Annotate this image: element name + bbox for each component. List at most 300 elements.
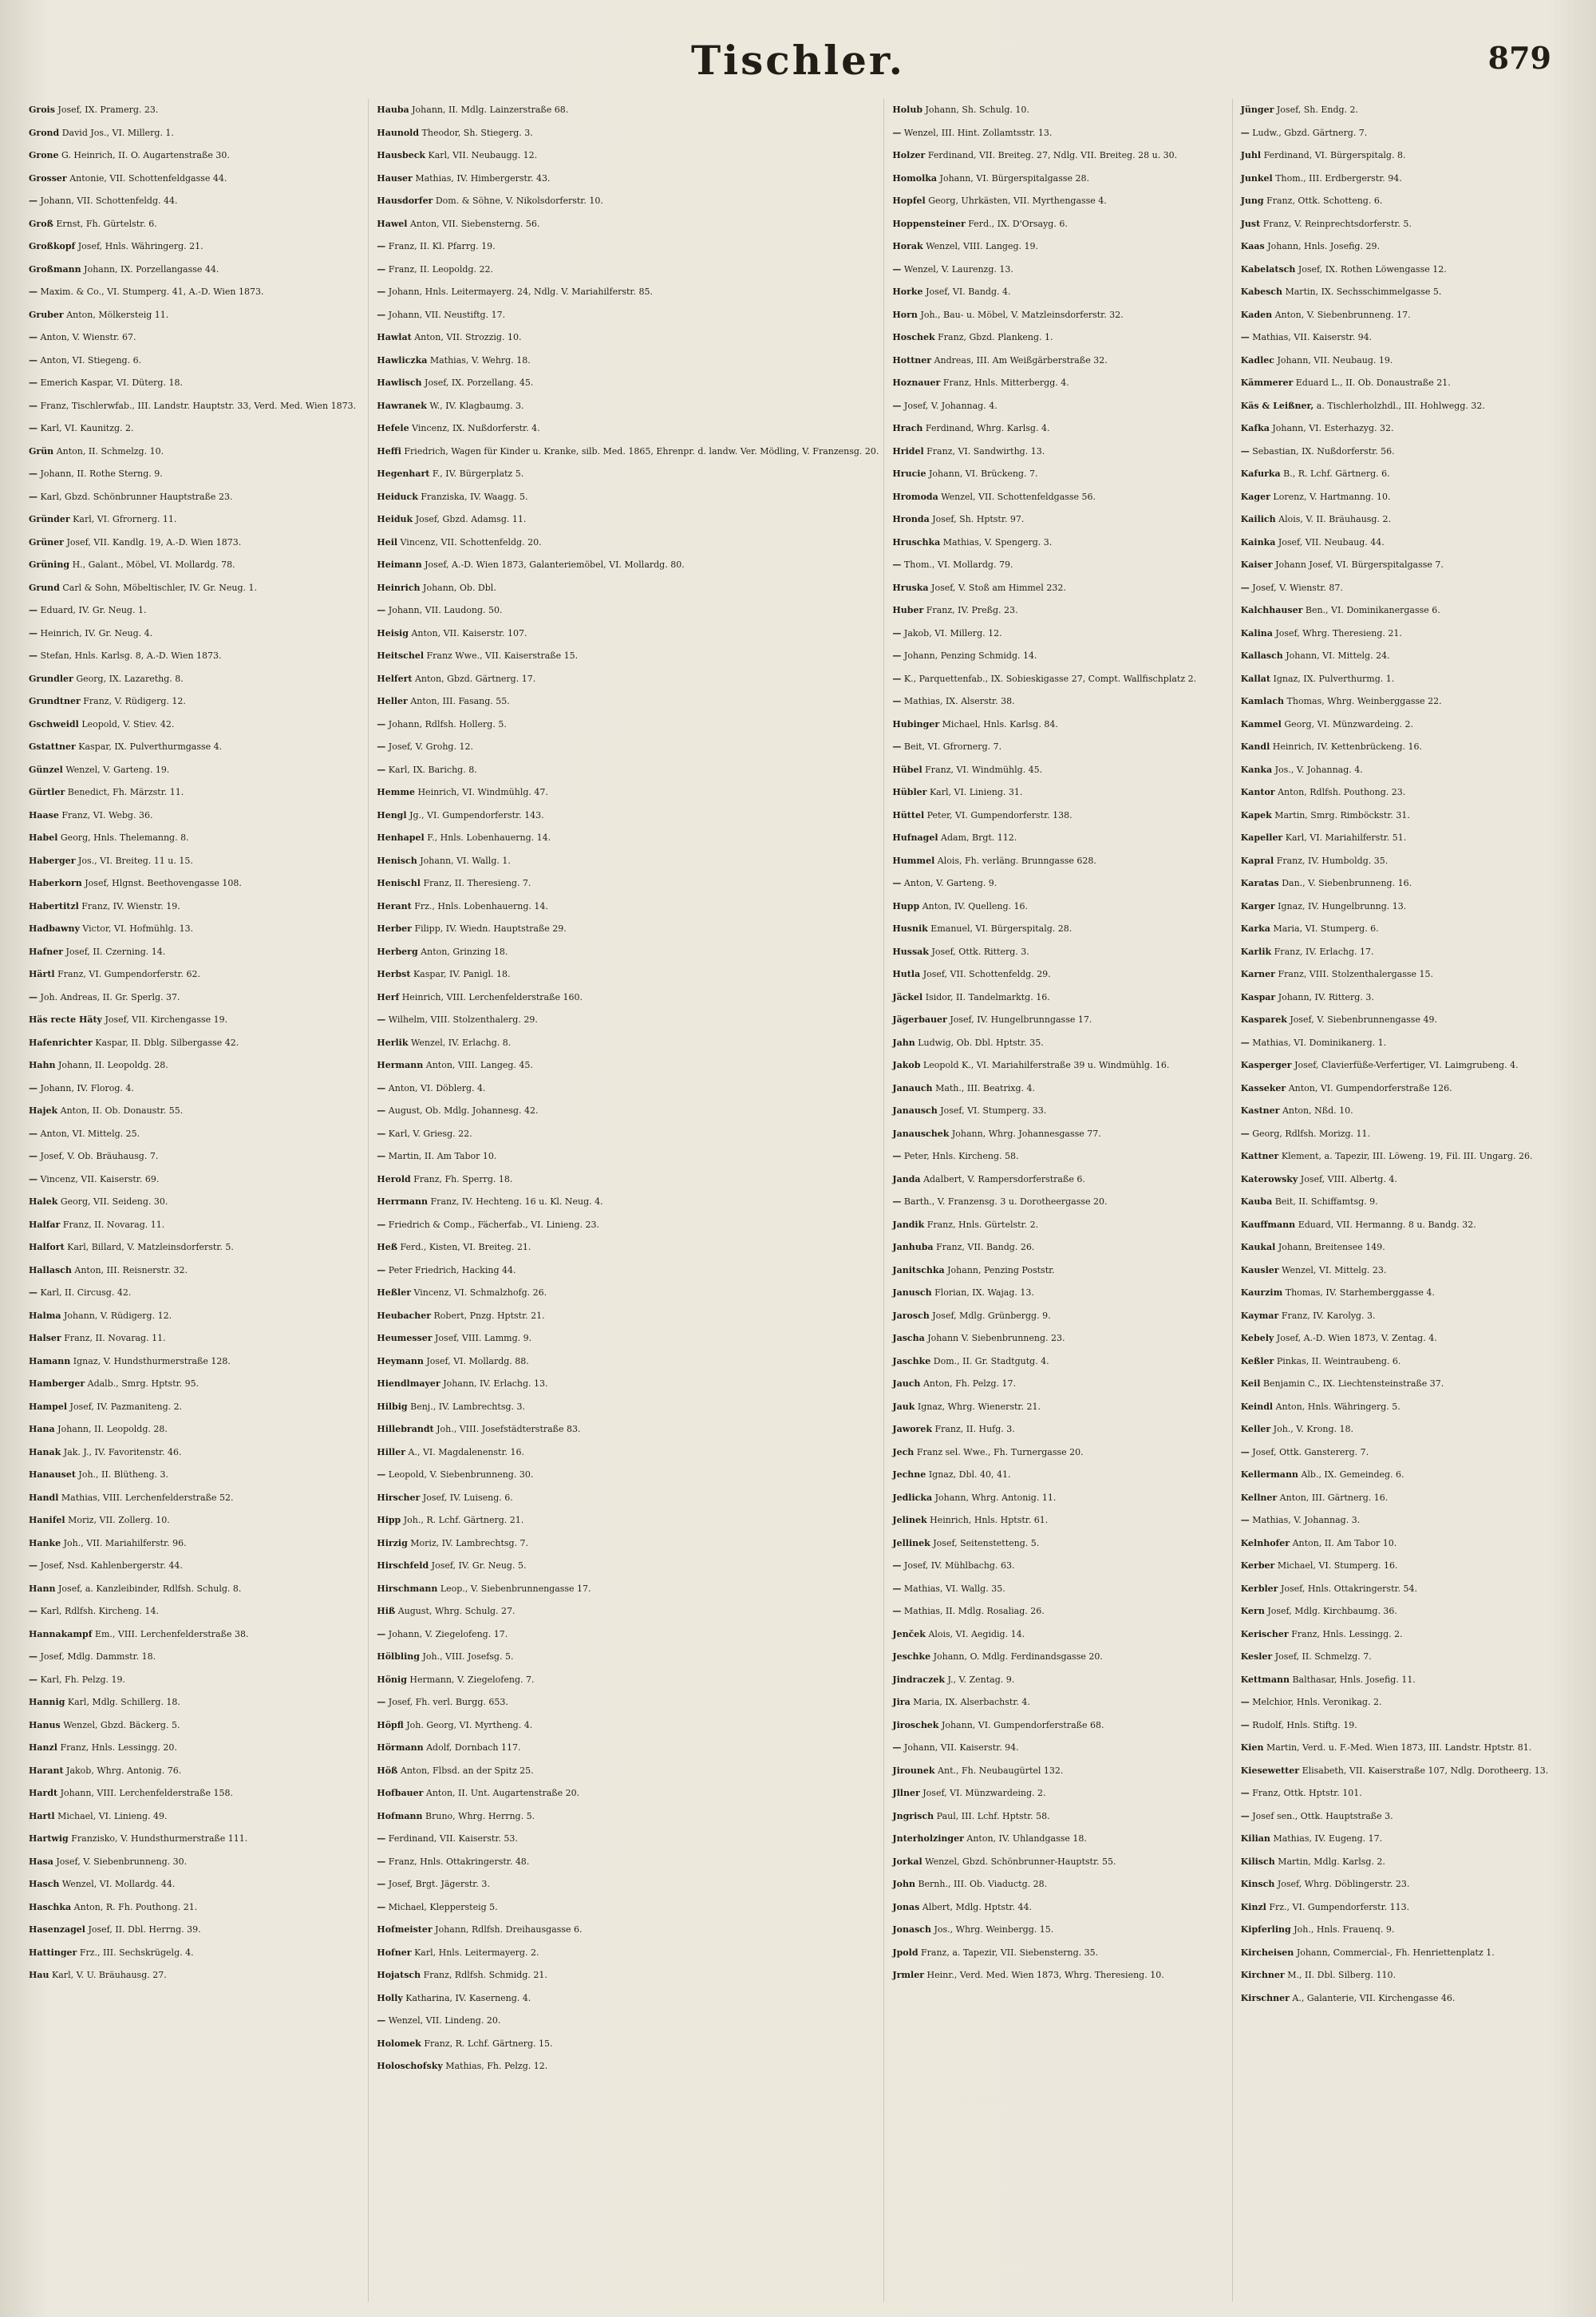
directory-entry bbox=[29, 599, 363, 623]
directory-entry bbox=[29, 1191, 363, 1214]
entry-name: Jeschke bbox=[892, 1651, 931, 1662]
entry-name: — bbox=[29, 991, 38, 1002]
entry-details: Leopold K., VI. Mariahilferstraße 39 u. Windmühlg. 16. bbox=[922, 1060, 1170, 1070]
entry-details: Anton, Fh. Pelzg. 17. bbox=[922, 1378, 1017, 1389]
entry-name: Hiß bbox=[377, 1606, 396, 1616]
directory-entry bbox=[1241, 1373, 1575, 1396]
entry-details: Rudolf, Hnls. Stiftg. 19. bbox=[1252, 1719, 1357, 1730]
entry-name: — bbox=[892, 673, 902, 684]
directory-entry bbox=[892, 645, 1227, 668]
entry-name: Hartwig bbox=[29, 1833, 69, 1844]
entry-name: Jirounek bbox=[892, 1765, 935, 1776]
entry-name: Keindl bbox=[1240, 1401, 1274, 1412]
directory-entry bbox=[892, 1623, 1227, 1647]
directory-entry bbox=[377, 827, 879, 850]
directory-entry bbox=[377, 190, 879, 213]
directory-entry bbox=[1241, 1100, 1575, 1123]
entry-name: Janitschka bbox=[892, 1264, 945, 1275]
entry-name: — bbox=[29, 1287, 38, 1298]
entry-details: Josef, Hnls. Währingerg. 21. bbox=[77, 241, 203, 251]
entry-name: Jellinek bbox=[892, 1537, 930, 1548]
entry-details: Johann, Hnls. Leitermayerg. 24, Ndlg. V. Mariahilferstr. 85. bbox=[388, 287, 653, 297]
entry-details: Josef, Mdlg. Grünbergg. 9. bbox=[932, 1310, 1051, 1321]
entry-name: Keller bbox=[1240, 1424, 1271, 1434]
directory-entry bbox=[1241, 1851, 1575, 1874]
entry-name: — bbox=[29, 1082, 38, 1093]
directory-entry bbox=[29, 1805, 363, 1829]
entry-name: — bbox=[29, 1173, 38, 1184]
entry-name: Jahn bbox=[892, 1037, 915, 1048]
entry-details: Franz, II. Novarag. 11. bbox=[64, 1333, 166, 1343]
entry-details: Mathias, II. Mdlg. Rosaliag. 26. bbox=[903, 1606, 1045, 1616]
entry-name: Jonasch bbox=[892, 1924, 931, 1935]
entry-name: Jindraczek bbox=[892, 1674, 945, 1685]
directory-entry bbox=[892, 918, 1227, 941]
directory-entry bbox=[1241, 1282, 1575, 1305]
directory-entry bbox=[1241, 326, 1575, 350]
directory-entry bbox=[1241, 1032, 1575, 1055]
directory-entry bbox=[892, 213, 1227, 236]
directory-entry bbox=[892, 714, 1227, 737]
directory-entry bbox=[29, 1464, 363, 1487]
directory-entry bbox=[29, 1214, 363, 1237]
directory-entry bbox=[29, 1578, 363, 1601]
entry-name: Hirzig bbox=[377, 1537, 408, 1548]
entry-details: Johann, VI. Gumpendorferstraße 68. bbox=[941, 1719, 1104, 1730]
directory-entry bbox=[29, 896, 363, 919]
directory-entry bbox=[892, 1509, 1227, 1532]
entry-details: Leopold, V. Stiev. 42. bbox=[81, 718, 175, 729]
entry-name: Kaden bbox=[1240, 309, 1273, 320]
directory-entry bbox=[29, 1350, 363, 1374]
entry-details: Mathias, VIII. Lerchenfelderstraße 52. bbox=[61, 1492, 234, 1503]
directory-entry bbox=[377, 781, 879, 805]
entry-name: Hauser bbox=[377, 172, 413, 184]
entry-details: Josef, Sh. Hptstr. 97. bbox=[932, 514, 1025, 524]
directory-entry bbox=[1241, 1987, 1575, 2011]
entry-details: Franz, IV. Wienstr. 19. bbox=[81, 900, 180, 911]
directory-entry bbox=[377, 99, 879, 122]
entry-details: Franz, IV. Erlachg. 17. bbox=[1274, 946, 1374, 957]
directory-entry bbox=[892, 941, 1227, 964]
entry-details: Josef, Clavierfüße-Verfertiger, VI. Laimgrubeng. 4. bbox=[1294, 1060, 1519, 1070]
entry-details: Franz, IV. Humboldg. 35. bbox=[1276, 855, 1389, 866]
directory-entry bbox=[377, 508, 879, 532]
directory-entry bbox=[29, 1919, 363, 1942]
entry-name: Jngrisch bbox=[892, 1810, 934, 1821]
entry-details: Anton, Grinzing 18. bbox=[421, 946, 508, 957]
entry-name: — bbox=[1240, 1788, 1250, 1798]
directory-entry bbox=[377, 1350, 879, 1374]
directory-entry bbox=[892, 1896, 1227, 1920]
directory-entry bbox=[29, 827, 363, 850]
directory-entry bbox=[892, 1350, 1227, 1374]
entry-details: Peter Friedrich, Hacking 44. bbox=[388, 1264, 516, 1275]
directory-entry bbox=[377, 1418, 879, 1441]
directory-entry bbox=[892, 1760, 1227, 1783]
entry-name: Hasch bbox=[29, 1879, 60, 1889]
entry-details: Franz, R. Lchf. Gärtnerg. 15. bbox=[424, 2038, 553, 2049]
entry-details: Anton, V. Garteng. 9. bbox=[903, 878, 998, 888]
entry-name: — bbox=[377, 1014, 386, 1025]
directory-entry bbox=[29, 508, 363, 532]
entry-name: Herant bbox=[377, 900, 412, 911]
directory-entry bbox=[377, 1760, 879, 1783]
entry-name: Gstattner bbox=[29, 741, 76, 752]
entry-details: Josef, Whrg. Theresieng. 21. bbox=[1275, 627, 1402, 639]
entry-details: Johann, VI. Wallg. 1. bbox=[420, 855, 511, 866]
directory-entry bbox=[892, 1100, 1227, 1123]
directory-entry bbox=[1241, 1396, 1575, 1419]
directory-entry bbox=[892, 1305, 1227, 1328]
entry-name: Hasenzagel bbox=[29, 1924, 85, 1935]
directory-entry bbox=[377, 1009, 879, 1032]
entry-details: Franz, Hnls. Lessingg. 2. bbox=[1291, 1628, 1403, 1639]
entry-details: Frz., Hnls. Lobenhauerng. 14. bbox=[414, 900, 548, 911]
directory-entry bbox=[29, 1259, 363, 1283]
directory-entry bbox=[892, 1123, 1227, 1146]
entry-name: Hirschfeld bbox=[377, 1560, 429, 1571]
entry-name: Jiroschek bbox=[892, 1719, 939, 1730]
entry-name: Hölbling bbox=[377, 1651, 420, 1662]
entry-details: Alois, V. II. Bräuhausg. 2. bbox=[1278, 514, 1391, 524]
entry-name: Hüttel bbox=[892, 809, 925, 820]
entry-name: Jllner bbox=[892, 1788, 920, 1798]
entry-details: Josef, IV. Gr. Neug. 5. bbox=[431, 1560, 527, 1571]
entry-name: Hubinger bbox=[892, 718, 940, 729]
entry-name: — bbox=[892, 263, 902, 275]
entry-name: Hamann bbox=[29, 1355, 71, 1366]
entry-details: Jos., V. Johannag. 4. bbox=[1274, 764, 1363, 775]
entry-details: Franz, Gbzd. Plankeng. 1. bbox=[938, 332, 1053, 342]
entry-name: Haberger bbox=[29, 855, 76, 866]
entry-name: Helfert bbox=[377, 673, 413, 684]
entry-details: Josef, VII. Kirchengasse 19. bbox=[105, 1014, 228, 1025]
entry-details: Lorenz, V. Hartmanng. 10. bbox=[1273, 491, 1391, 502]
entry-details: Florian, IX. Wajag. 13. bbox=[934, 1287, 1034, 1298]
entry-name: Kaurzim bbox=[1240, 1287, 1283, 1298]
directory-entry bbox=[1241, 1600, 1575, 1623]
entry-details: Franz, IV. Hechteng. 16 u. Kl. Neug. 4. bbox=[430, 1196, 603, 1207]
entry-details: Josef, IX. Pramerg. 23. bbox=[57, 105, 159, 115]
entry-name: Hrach bbox=[892, 423, 923, 433]
entry-details: Anton, Gbzd. Gärtnerg. 17. bbox=[414, 673, 536, 684]
entry-details: Thomas, IV. Starhemberggasse 4. bbox=[1285, 1287, 1435, 1298]
entry-details: Eduard, IV. Gr. Neug. 1. bbox=[40, 605, 147, 615]
entry-name: Großkopf bbox=[29, 241, 76, 251]
entry-name: Halfort bbox=[29, 1242, 65, 1252]
entry-details: Anton, Mölkersteig 11. bbox=[66, 309, 169, 320]
entry-details: Georg, IX. Lazarethg. 8. bbox=[76, 673, 184, 684]
entry-name: Kalina bbox=[1240, 627, 1273, 639]
entry-details: Johann, Penzing Schmidg. 14. bbox=[903, 650, 1037, 661]
entry-details: Josef, VI. Münzwardeing. 2. bbox=[922, 1788, 1046, 1798]
entry-details: Franz Wwe., VII. Kaiserstraße 15. bbox=[426, 650, 579, 661]
directory-entry bbox=[892, 235, 1227, 259]
entry-name: Hattinger bbox=[29, 1947, 77, 1958]
entry-details: Josef, V. Johannag. 4. bbox=[903, 400, 998, 411]
entry-name: Hupp bbox=[892, 900, 920, 911]
entry-name: Henhapel bbox=[377, 832, 425, 843]
entry-name: Hübel bbox=[892, 764, 922, 775]
entry-details: Johann Josef, VI. Bürgerspitalgasse 7. bbox=[1275, 559, 1444, 570]
directory-entry bbox=[892, 1600, 1227, 1623]
entry-details: Heinrich, VIII. Lerchenfelderstraße 160. bbox=[401, 991, 583, 1002]
entry-details: Ludwig, Ob. Dbl. Hptstr. 35. bbox=[918, 1037, 1044, 1048]
entry-name: Halma bbox=[29, 1310, 61, 1321]
directory-entry bbox=[892, 805, 1227, 828]
entry-details: Albert, Mdlg. Hptstr. 44. bbox=[922, 1901, 1032, 1912]
entry-name: Heiduck bbox=[377, 491, 418, 502]
entry-name: Holub bbox=[892, 105, 923, 115]
entry-details: Josef, Hlgnst. Beethovengasse 108. bbox=[85, 878, 242, 888]
entry-name: Kailich bbox=[1240, 514, 1276, 524]
entry-name: Gründer bbox=[29, 514, 70, 524]
entry-details: B., R. Lchf. Gärtnerg. 6. bbox=[1283, 469, 1390, 479]
entry-details: Josef, Hnls. Ottakringerstr. 54. bbox=[1280, 1583, 1418, 1594]
directory-entry bbox=[892, 144, 1227, 168]
entry-details: Jg., VI. Gumpendorferstr. 143. bbox=[409, 809, 544, 820]
entry-details: Mathias, IX. Alserstr. 38. bbox=[903, 696, 1015, 706]
directory-entry bbox=[377, 963, 879, 987]
entry-name: Hafner bbox=[29, 946, 64, 957]
directory-entry bbox=[1241, 1236, 1575, 1259]
entry-name: — bbox=[377, 1901, 386, 1912]
entry-details: Johann, Whrg. Johannesgasse 77. bbox=[951, 1128, 1101, 1139]
entry-name: Hillebrandt bbox=[377, 1424, 434, 1434]
entry-name: Heil bbox=[377, 536, 398, 548]
entry-details: Anton, II. Ob. Donaustr. 55. bbox=[60, 1105, 184, 1116]
entry-name: Grond bbox=[29, 127, 60, 138]
entry-name: Henisch bbox=[377, 855, 417, 866]
entry-name: — bbox=[892, 1742, 902, 1753]
entry-details: August, Whrg. Schulg. 27. bbox=[397, 1606, 516, 1616]
directory-entry bbox=[29, 1145, 363, 1168]
directory-entry bbox=[29, 441, 363, 464]
entry-name: Herber bbox=[377, 923, 412, 934]
entry-details: Mathias, Fh. Pelzg. 12. bbox=[445, 2061, 548, 2071]
directory-entry bbox=[892, 1782, 1227, 1805]
directory-entry bbox=[29, 1282, 363, 1305]
entry-details: Martin, Smrg. Rimböckstr. 31. bbox=[1274, 809, 1410, 820]
entry-details: Wenzel, VII. Lindeng. 20. bbox=[388, 2015, 501, 2026]
entry-name: Kesler bbox=[1240, 1651, 1273, 1662]
entry-details: Ignaz, IV. Hungelbrunng. 13. bbox=[1278, 900, 1407, 911]
entry-name: Kafka bbox=[1240, 423, 1270, 433]
entry-details: G. Heinrich, II. O. Augartenstraße 30. bbox=[61, 150, 230, 160]
directory-entry bbox=[892, 1828, 1227, 1851]
directory-entry bbox=[377, 1805, 879, 1829]
entry-name: Hirscher bbox=[377, 1492, 421, 1503]
directory-entry bbox=[29, 1168, 363, 1192]
entry-name: Horak bbox=[892, 241, 923, 251]
entry-name: — bbox=[377, 1628, 386, 1639]
directory-entry bbox=[892, 1396, 1227, 1419]
directory-entry bbox=[377, 1123, 879, 1146]
entry-name: Kämmerer bbox=[1240, 378, 1294, 388]
directory-entry bbox=[1241, 1805, 1575, 1829]
entry-name: — bbox=[377, 718, 386, 729]
entry-name: Heffi bbox=[377, 445, 401, 457]
directory-entry bbox=[1241, 736, 1575, 759]
entry-details: Filipp, IV. Wiedn. Hauptstraße 29. bbox=[414, 923, 567, 934]
entry-name: — bbox=[29, 1606, 38, 1616]
directory-entry bbox=[1241, 668, 1575, 691]
entry-name: Hardt bbox=[29, 1788, 58, 1798]
entry-details: Josef, VII. Schottenfeldg. 29. bbox=[922, 969, 1051, 979]
directory-entry bbox=[1241, 1123, 1575, 1146]
entry-details: Joh., VIII. Josefstädterstraße 83. bbox=[437, 1424, 581, 1434]
entry-details: Ignaz, Whrg. Wienerstr. 21. bbox=[917, 1401, 1041, 1412]
entry-details: Josef, Nsd. Kahlenbergerstr. 44. bbox=[40, 1560, 183, 1571]
directory-entry bbox=[892, 896, 1227, 919]
entry-details: Andreas, III. Am Weißgärberstraße 32. bbox=[934, 354, 1108, 366]
entry-details: Johann, VI. Esterhazyg. 32. bbox=[1272, 423, 1394, 433]
directory-entry bbox=[892, 1578, 1227, 1601]
directory-entry bbox=[892, 1714, 1227, 1738]
entry-name: Hanzl bbox=[29, 1742, 57, 1753]
entry-details: Franz, IV. Preßg. 23. bbox=[926, 605, 1018, 615]
entry-details: Mathias, V. Wehrg. 18. bbox=[429, 354, 531, 366]
directory-entry bbox=[29, 963, 363, 987]
entry-details: Ant., Fh. Neubaugürtel 132. bbox=[938, 1765, 1064, 1776]
directory-entry bbox=[1241, 1191, 1575, 1214]
entry-details: Sebastian, IX. Nußdorferstr. 56. bbox=[1252, 445, 1395, 457]
directory-entry bbox=[29, 1487, 363, 1510]
directory-entry bbox=[892, 1168, 1227, 1192]
entry-details: Josef, V. Siebenbrunnengasse 49. bbox=[1290, 1014, 1437, 1025]
entry-details: Hermann, V. Ziegelofeng. 7. bbox=[409, 1674, 535, 1685]
directory-entry bbox=[377, 350, 879, 373]
directory-entry bbox=[1241, 213, 1575, 236]
entry-details: Barth., V. Franzensg. 3 u. Dorotheergasse 20. bbox=[903, 1196, 1108, 1207]
directory-entry bbox=[1241, 554, 1575, 577]
entry-details: a. Tischlerholzhdl., III. Hohlwegg. 32. bbox=[1316, 400, 1485, 411]
entry-details: Leop., V. Siebenbrunnengasse 17. bbox=[440, 1583, 591, 1594]
directory-entry bbox=[892, 1054, 1227, 1077]
entry-details: Eduard, VII. Hermanng. 8 u. Bandg. 32. bbox=[1298, 1219, 1476, 1230]
entry-name: Hawel bbox=[377, 218, 408, 229]
directory-entry bbox=[892, 1646, 1227, 1669]
entry-name: Grosser bbox=[29, 172, 67, 184]
entry-name: Hallasch bbox=[29, 1264, 72, 1275]
directory-entry bbox=[1241, 168, 1575, 191]
entry-details: K., Parquettenfab., IX. Sobieskigasse 27, Compt. Wallfischplatz 2. bbox=[903, 673, 1197, 684]
directory-entry bbox=[377, 1782, 879, 1805]
directory-entry bbox=[377, 1646, 879, 1669]
entry-name: — bbox=[29, 378, 38, 388]
entry-name: Hutla bbox=[892, 969, 921, 979]
directory-entry bbox=[29, 1782, 363, 1805]
entry-name: Kasparek bbox=[1240, 1014, 1287, 1025]
directory-entry bbox=[29, 1441, 363, 1465]
directory-entry bbox=[377, 1054, 879, 1077]
directory-entry bbox=[1241, 690, 1575, 714]
entry-name: Kiesewetter bbox=[1240, 1765, 1300, 1776]
entry-name: Kaiser bbox=[1240, 559, 1273, 570]
entry-details: Maria, VI. Stumperg. 6. bbox=[1273, 923, 1379, 934]
entry-details: Johann, VII. Neubaug. 19. bbox=[1277, 354, 1393, 366]
directory-entry bbox=[892, 1236, 1227, 1259]
entry-name: Hau bbox=[29, 1970, 49, 1980]
entry-details: Josef, V. Grohg. 12. bbox=[388, 741, 473, 752]
entry-details: Johann, II. Mdlg. Lainzerstraße 68. bbox=[412, 105, 569, 115]
entry-details: Josef, Ottk. Ritterg. 3. bbox=[931, 946, 1029, 957]
entry-details: Klement, a. Tapezir, III. Löweng. 19, Fil. III. Ungarg. 26. bbox=[1281, 1151, 1533, 1161]
directory-entry bbox=[892, 463, 1227, 486]
directory-entry bbox=[1241, 577, 1575, 600]
directory-entry bbox=[377, 1373, 879, 1396]
directory-entry bbox=[377, 1191, 879, 1214]
entry-name: Hronda bbox=[892, 514, 930, 524]
page-number: 879 bbox=[1487, 40, 1551, 76]
entry-name: Janausch bbox=[892, 1105, 938, 1116]
entry-name: — bbox=[377, 1697, 386, 1707]
directory-entry bbox=[29, 144, 363, 168]
entry-name: Hussak bbox=[892, 946, 929, 957]
directory-entry bbox=[1241, 1441, 1575, 1465]
entry-name: Hipp bbox=[377, 1515, 401, 1525]
entry-details: Josef, IV. Mühlbachg. 63. bbox=[903, 1560, 1015, 1571]
directory-entry bbox=[1241, 1873, 1575, 1896]
entry-name: Jechne bbox=[892, 1469, 926, 1480]
directory-entry bbox=[29, 1123, 363, 1146]
directory-entry bbox=[29, 1100, 363, 1123]
entry-name: — bbox=[1240, 332, 1250, 342]
entry-details: Anton, VII. Kaiserstr. 107. bbox=[411, 627, 527, 639]
entry-name: Gürtler bbox=[29, 787, 65, 797]
directory-entry bbox=[29, 1873, 363, 1896]
directory-entry bbox=[892, 1327, 1227, 1350]
entry-details: Benjamin C., IX. Liechtensteinstraße 37. bbox=[1262, 1378, 1444, 1389]
entry-name: Herlik bbox=[377, 1037, 409, 1048]
directory-entry bbox=[1241, 1623, 1575, 1647]
entry-name: Kaymar bbox=[1240, 1310, 1279, 1321]
entry-name: Herold bbox=[377, 1173, 411, 1184]
entry-name: Jarosch bbox=[892, 1310, 930, 1321]
entry-details: Wenzel, IV. Erlachg. 8. bbox=[410, 1037, 512, 1048]
entry-details: Thom., III. Erdbergerstr. 94. bbox=[1275, 172, 1402, 184]
entry-details: Kaspar, II. Dblg. Silbergasse 42. bbox=[95, 1037, 239, 1048]
entry-details: Thom., VI. Mollardg. 79. bbox=[903, 559, 1013, 570]
directory-entry bbox=[377, 168, 879, 191]
directory-entry bbox=[377, 1964, 879, 1987]
entry-name: Kammel bbox=[1240, 718, 1282, 729]
directory-entry bbox=[1241, 1964, 1575, 1987]
directory-entry bbox=[29, 850, 363, 873]
entry-name: — bbox=[29, 627, 38, 639]
entry-details: Martin, Verd. u. F.-Med. Wien 1873, III. Landstr. Hptstr. 81. bbox=[1266, 1742, 1532, 1753]
entry-details: Anton, Hnls. Währingerg. 5. bbox=[1275, 1401, 1400, 1412]
directory-entry bbox=[1241, 827, 1575, 850]
directory-entry bbox=[377, 372, 879, 395]
directory-entry bbox=[892, 168, 1227, 191]
entry-name: — bbox=[29, 650, 38, 661]
entry-name: — bbox=[377, 1833, 386, 1844]
entry-name: Grüner bbox=[29, 536, 64, 548]
entry-details: Heinrich, IV. Kettenbrückeng. 16. bbox=[1272, 741, 1423, 752]
entry-name: Kastner bbox=[1240, 1105, 1280, 1116]
entry-details: Anton, Rdlfsh. Pouthong. 23. bbox=[1278, 787, 1406, 797]
directory-entry bbox=[29, 1851, 363, 1874]
directory-entry bbox=[1241, 1555, 1575, 1578]
directory-entry bbox=[1241, 1009, 1575, 1032]
entry-details: Johann, VII. Neustiftg. 17. bbox=[388, 309, 506, 320]
entry-details: Josef, Mdlg. Kirchbaumg. 36. bbox=[1267, 1606, 1397, 1616]
entry-details: Benedict, Fh. Märzstr. 11. bbox=[67, 787, 184, 797]
directory-entry bbox=[892, 1464, 1227, 1487]
entry-name: Jäckel bbox=[892, 991, 923, 1002]
